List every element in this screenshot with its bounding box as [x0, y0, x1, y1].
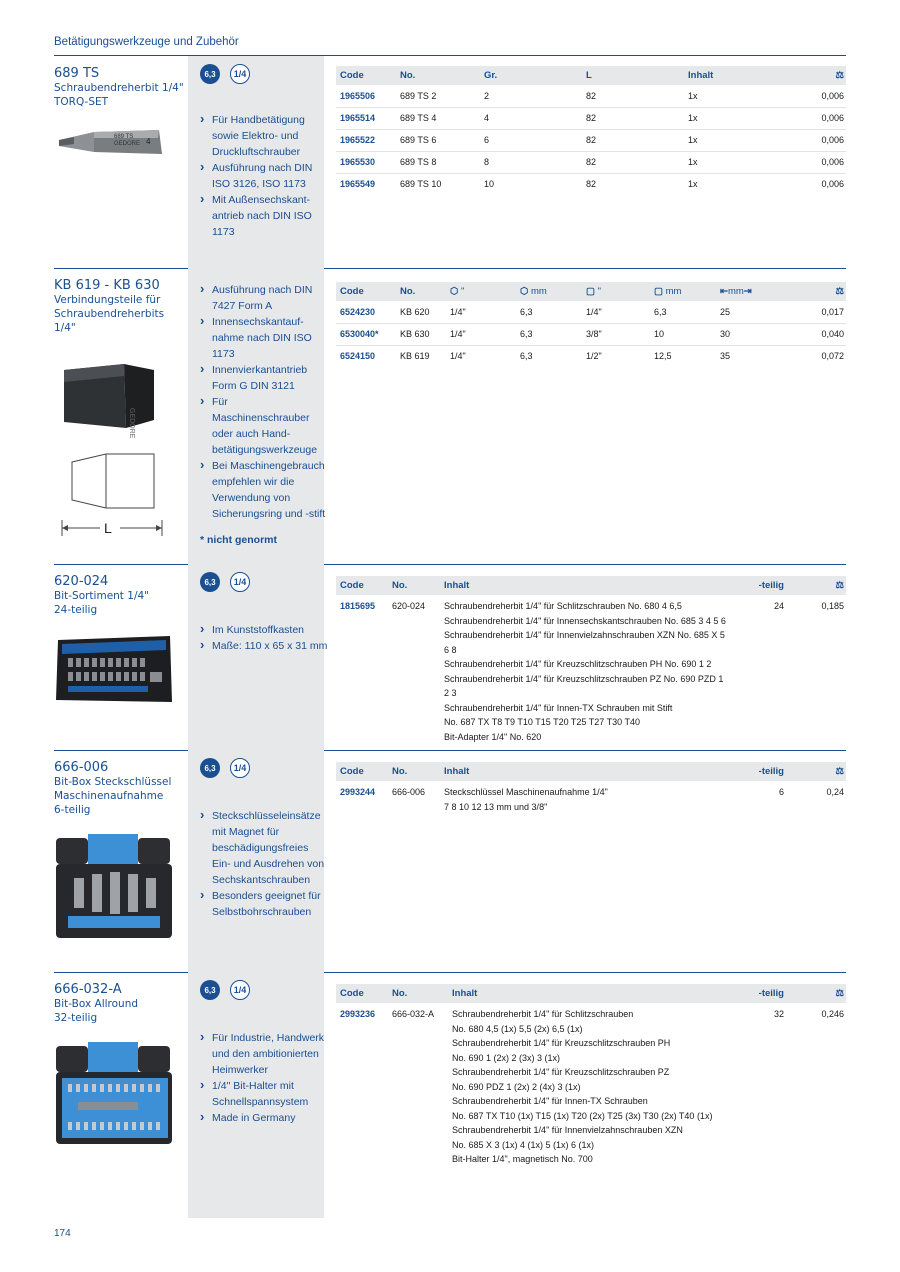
- cell: 0,072: [821, 351, 844, 362]
- product-subtitle: Schraubendreherbit 1/4": [54, 82, 184, 94]
- product-title: 666-032-A: [54, 982, 122, 997]
- content-line: Bit-Halter 1/4", magnetisch No. 700: [452, 1154, 593, 1164]
- section-666-006: [54, 750, 846, 972]
- cell: 689 TS 10: [400, 179, 442, 190]
- cell: 6: [480, 129, 582, 151]
- content-line: Schraubendreherbit 1/4" für Kreuzschlitzschrauben PH No. 690 1 2: [444, 659, 712, 669]
- content-line: 7 8 10 12 13 mm und 3/8": [444, 801, 548, 812]
- product-subtitle: Maschinenaufnahme: [54, 790, 164, 802]
- col-no: No.: [396, 282, 446, 301]
- length-arrow-icon: ⇥: [743, 286, 752, 297]
- page-header: Betätigungswerkzeuge und Zubehör: [54, 36, 239, 48]
- cell: 6,3: [650, 301, 716, 323]
- feature-item: › Bei Maschinengebrauch empfehlen wir die Verwendung von Sicherungsring und -stift: [200, 458, 328, 522]
- dimension-label: L: [104, 520, 112, 536]
- cell: 30: [716, 323, 796, 345]
- product-subtitle: 1/4": [54, 322, 76, 334]
- col-code: Code: [336, 576, 388, 595]
- cell: 82: [582, 85, 684, 107]
- code-cell: 1965522: [336, 129, 396, 151]
- cell: 1/4": [446, 301, 516, 323]
- cell: 32: [773, 1009, 784, 1019]
- dimension-drawing: [58, 448, 168, 548]
- product-title-block: [54, 564, 188, 617]
- quarter-inch-badge: 1/4: [230, 980, 250, 1000]
- svg-text:GEDORE: GEDORE: [114, 141, 141, 147]
- product-subtitle: Bit-Box Allround: [54, 998, 139, 1010]
- cell: 0,246: [821, 1009, 844, 1019]
- product-title: 666-006: [54, 760, 109, 775]
- table-row: [336, 151, 846, 173]
- product-subtitle: TORQ-SET: [54, 96, 109, 108]
- content-line: Schraubendreherbit 1/4" für Kreuzschlitzschrauben PH: [452, 1038, 671, 1048]
- col-pieces: -teilig: [730, 984, 786, 1003]
- col-weight: ⚖: [786, 984, 846, 1003]
- cell: 1x: [684, 107, 784, 129]
- cell: 1x: [684, 151, 784, 173]
- table-row: [336, 129, 846, 151]
- col-length: L: [582, 66, 684, 85]
- col-weight: ⚖: [784, 66, 846, 85]
- cell: 25: [716, 301, 796, 323]
- cell: 6,3: [520, 351, 533, 362]
- cell: 8: [480, 151, 582, 173]
- cell: 24: [773, 601, 784, 611]
- badge-group: [200, 64, 250, 84]
- cell: 1/4": [450, 351, 466, 362]
- feature-list: [200, 112, 318, 240]
- feature-item: › Ausführung nach DIN 7427 Form A: [200, 282, 328, 314]
- code-cell: 2993244: [340, 787, 376, 797]
- cell: 4: [480, 107, 582, 129]
- product-subtitle: 32-teilig: [54, 1012, 98, 1024]
- table-row: [336, 107, 846, 129]
- code-cell: 1965506: [336, 85, 396, 107]
- footnote: * nicht genormt: [200, 534, 278, 546]
- cell: 1/4": [446, 323, 516, 345]
- features-panel: [188, 56, 324, 268]
- section-689-ts: [54, 56, 846, 268]
- drive-size-badge: 6,3: [200, 64, 220, 84]
- cell: 0,017: [796, 301, 846, 323]
- cell: 689 TS 6: [396, 129, 480, 151]
- product-title-block: [54, 972, 188, 1025]
- feature-item: › Innenvierkantantrieb Form G DIN 3121: [200, 362, 328, 394]
- col-size: Gr.: [480, 66, 582, 85]
- cell: 82: [582, 151, 684, 173]
- table-row: [336, 85, 846, 107]
- hexagon-icon: ⬡: [520, 286, 529, 297]
- code-cell: 1815695: [340, 601, 376, 611]
- col-weight: ⚖: [786, 762, 846, 781]
- cell: 3/8": [582, 323, 650, 345]
- col-code: Code: [336, 66, 396, 85]
- content-line: Schraubendreherbit 1/4" für Innensechskantschrauben No. 685 3 4 5 6: [444, 615, 726, 626]
- col-weight: ⚖: [796, 282, 846, 301]
- col-pieces: -teilig: [730, 762, 786, 781]
- code-cell: 1965514: [336, 107, 396, 129]
- cell: 1x: [688, 179, 698, 190]
- adapter-image: [54, 358, 164, 438]
- square-icon: ▢: [586, 286, 595, 297]
- product-title: 620-024: [54, 574, 109, 589]
- col-no: No.: [388, 762, 440, 781]
- code-cell: 1965530: [336, 151, 396, 173]
- cell: 689 TS 8: [396, 151, 480, 173]
- col-pieces: -teilig: [730, 576, 786, 595]
- col-content: Inhalt: [440, 576, 730, 595]
- svg-text:4: 4: [146, 137, 151, 146]
- col-no: No.: [388, 984, 448, 1003]
- content-line: Schraubendreherbit 1/4" für Innenvielzahnschrauben XZN No. 685 X 5 6 8: [444, 630, 725, 655]
- code-cell: 1965549: [340, 179, 376, 190]
- col-length: ⇤mm⇥: [716, 282, 796, 301]
- product-title-block: [54, 268, 188, 536]
- spec-table: [336, 576, 846, 744]
- table-row: [336, 173, 846, 195]
- cell: 0,040: [796, 323, 846, 345]
- section-620-024: [54, 564, 846, 750]
- content-line: No. 687 TX T8 T9 T10 T15 T20 T25 T27 T30 T40: [444, 717, 640, 727]
- page-number: 174: [54, 1228, 71, 1239]
- feature-item: › Made in Germany: [200, 1110, 328, 1126]
- content-cell: [440, 781, 730, 814]
- cell: 1/4": [582, 301, 650, 323]
- cell: 0,006: [784, 151, 846, 173]
- features-panel: [188, 268, 324, 564]
- cell: 82: [582, 129, 684, 151]
- product-title-block: [54, 56, 188, 147]
- code-cell: 6530040*: [336, 323, 396, 345]
- content-line: No. 685 X 3 (1x) 4 (1x) 5 (1x) 6 (1x): [452, 1139, 595, 1150]
- col-hex-inch: ⬡ ": [446, 282, 516, 301]
- content-cell: [440, 595, 730, 744]
- cell: 12,5: [654, 351, 672, 362]
- feature-item: › Für Handbetätigung sowie Elektro- und Druckluftschrauber: [200, 112, 318, 160]
- bit-set-box-image: [54, 632, 174, 706]
- badge-group: [200, 572, 250, 592]
- cell: 6,3: [516, 323, 582, 345]
- cell: 689 TS 4: [396, 107, 480, 129]
- section-kb-619-630: [54, 268, 846, 564]
- product-title-block: [54, 750, 188, 817]
- quarter-inch-badge: 1/4: [230, 758, 250, 778]
- product-subtitle: Schraubendreherbits: [54, 308, 165, 320]
- cell: KB 619: [400, 351, 430, 362]
- cell: 6: [778, 787, 784, 797]
- cell: 2: [480, 85, 582, 107]
- hexagon-icon: ⬡: [450, 286, 459, 297]
- product-subtitle: 6-teilig: [54, 804, 91, 816]
- spec-table: [336, 282, 846, 367]
- section-666-032-a: [54, 972, 846, 1218]
- cell: 0,006: [784, 85, 846, 107]
- code-cell: 6524150: [340, 351, 376, 362]
- bit-box-allround-image: [54, 1042, 176, 1148]
- badge-group: [200, 758, 250, 778]
- table-row: [336, 1003, 846, 1167]
- cell: 0,24: [826, 787, 844, 797]
- content-line: Bit-Adapter 1/4" No. 620: [444, 731, 542, 742]
- content-line: No. 687 TX T10 (1x) T15 (1x) T20 (2x) T25 (3x) T30 (2x) T40 (1x): [452, 1110, 713, 1121]
- feature-item: › Innensechskantauf-nahme nach DIN ISO 1173: [200, 314, 328, 362]
- code-cell: 6524230: [336, 301, 396, 323]
- drive-size-badge: 6,3: [200, 980, 220, 1000]
- content-cell: [448, 1003, 730, 1167]
- product-subtitle: Verbindungsteile für: [54, 294, 161, 306]
- content-line: Schraubendreherbit 1/4" für Kreuzschlitzschrauben PZ No. 690 PZD 1 2 3: [444, 673, 724, 698]
- cell: 1/2": [586, 351, 602, 362]
- quarter-inch-badge: 1/4: [230, 572, 250, 592]
- feature-list: [200, 808, 328, 920]
- content-line: Schraubendreherbit 1/4" für Schlitzschrauben No. 680 4 6,5: [444, 601, 682, 611]
- product-title: KB 619 - KB 630: [54, 278, 160, 293]
- content-line: Schraubendreherbit 1/4" für Innen-TX Schrauben mit Stift: [444, 702, 673, 713]
- feature-item: › Im Kunststoffkasten: [200, 622, 328, 638]
- content-line: Schraubendreherbit 1/4" für Innenvielzahnschrauben XZN: [452, 1125, 683, 1135]
- badge-group: [200, 980, 250, 1000]
- torq-set-bit-image: [54, 124, 169, 164]
- code-cell: 2993236: [340, 1009, 376, 1019]
- cell: 10: [650, 323, 716, 345]
- feature-item: › Maße: 110 x 65 x 31 mm: [200, 638, 328, 654]
- feature-item: › Ausführung nach DIN ISO 3126, ISO 1173: [200, 160, 318, 192]
- content-line: No. 690 1 (2x) 2 (3x) 3 (1x): [452, 1052, 561, 1063]
- cell: KB 620: [396, 301, 446, 323]
- col-content: Inhalt: [440, 762, 730, 781]
- spec-table: [336, 66, 846, 195]
- col-code: Code: [336, 762, 388, 781]
- col-code: Code: [336, 282, 396, 301]
- col-no: No.: [396, 66, 480, 85]
- feature-item: › 1/4" Bit-Halter mit Schnellspannsystem: [200, 1078, 328, 1110]
- feature-item: › Steckschlüsseleinsätze mit Magnet für beschädigungsfreies Ein- und Ausdrehen von Sechskantschrauben: [200, 808, 328, 888]
- content-line: Steckschlüssel Maschinenaufnahme 1/4": [444, 787, 608, 797]
- bit-box-socket-image: [54, 834, 176, 942]
- feature-item: › Für Maschinenschrauber oder auch Hand-betätigungswerkzeuge: [200, 394, 328, 458]
- product-title: 689 TS: [54, 66, 100, 81]
- cell: 0,006: [784, 129, 846, 151]
- table-row: [336, 345, 846, 367]
- cell: 0,006: [821, 179, 844, 190]
- table-row: [336, 595, 846, 744]
- features-panel: [188, 750, 324, 972]
- table-row: [336, 301, 846, 323]
- col-square-mm: ▢ mm: [650, 282, 716, 301]
- col-content: Inhalt: [684, 66, 784, 85]
- col-hex-mm: ⬡ mm: [516, 282, 582, 301]
- col-square-inch: ▢ ": [582, 282, 650, 301]
- col-code: Code: [336, 984, 388, 1003]
- cell: 689 TS 2: [396, 85, 480, 107]
- content-line: No. 690 PDZ 1 (2x) 2 (4x) 3 (1x): [452, 1081, 581, 1092]
- features-panel: [188, 564, 328, 750]
- cell: 10: [484, 179, 495, 190]
- col-no: No.: [388, 576, 440, 595]
- content-line: Schraubendreherbit 1/4" für Kreuzschlitzschrauben PZ: [452, 1067, 670, 1077]
- content-line: Schraubendreherbit 1/4" für Schlitzschrauben: [452, 1009, 634, 1019]
- content-line: Schraubendreherbit 1/4" für Innen-TX Schrauben: [452, 1096, 648, 1106]
- product-subtitle: Bit-Sortiment 1/4": [54, 590, 149, 602]
- cell: 1x: [684, 129, 784, 151]
- table-row: [336, 323, 846, 345]
- cell: 1x: [684, 85, 784, 107]
- table-row: [336, 781, 846, 814]
- col-content: Inhalt: [448, 984, 730, 1003]
- drive-size-badge: 6,3: [200, 758, 220, 778]
- features-panel: [188, 972, 324, 1218]
- feature-item: › Besonders geeignet für Selbstbohrschrauben: [200, 888, 328, 920]
- svg-text:GEDORE: GEDORE: [128, 408, 135, 438]
- cell: 666-032-A: [392, 1009, 435, 1019]
- length-arrow-icon: ⇤: [720, 286, 728, 297]
- cell: 0,185: [821, 601, 844, 611]
- col-weight: ⚖: [786, 576, 846, 595]
- product-subtitle: Bit-Box Steckschlüssel: [54, 776, 172, 788]
- cell: 0,006: [784, 107, 846, 129]
- cell: 35: [720, 351, 731, 362]
- svg-text:689 TS: 689 TS: [114, 134, 134, 140]
- spec-table: [336, 762, 846, 814]
- content-line: No. 680 4,5 (1x) 5,5 (2x) 6,5 (1x): [452, 1023, 583, 1034]
- cell: 82: [582, 107, 684, 129]
- cell: 82: [586, 179, 597, 190]
- quarter-inch-badge: 1/4: [230, 64, 250, 84]
- square-icon: ▢: [654, 286, 663, 297]
- product-subtitle: 24-teilig: [54, 604, 98, 616]
- feature-list: [200, 282, 328, 548]
- feature-item: › Mit Außensechskant-antrieb nach DIN ISO 1173: [200, 192, 318, 240]
- drive-size-badge: 6,3: [200, 572, 220, 592]
- feature-list: [200, 622, 328, 654]
- cell: 666-006: [392, 787, 426, 797]
- cell: KB 630: [396, 323, 446, 345]
- cell: 620-024: [392, 601, 426, 611]
- feature-list: [200, 1030, 328, 1126]
- cell: 6,3: [516, 301, 582, 323]
- feature-item: › Für Industrie, Handwerk und den ambitionierten Heimwerker: [200, 1030, 328, 1078]
- spec-table: [336, 984, 846, 1167]
